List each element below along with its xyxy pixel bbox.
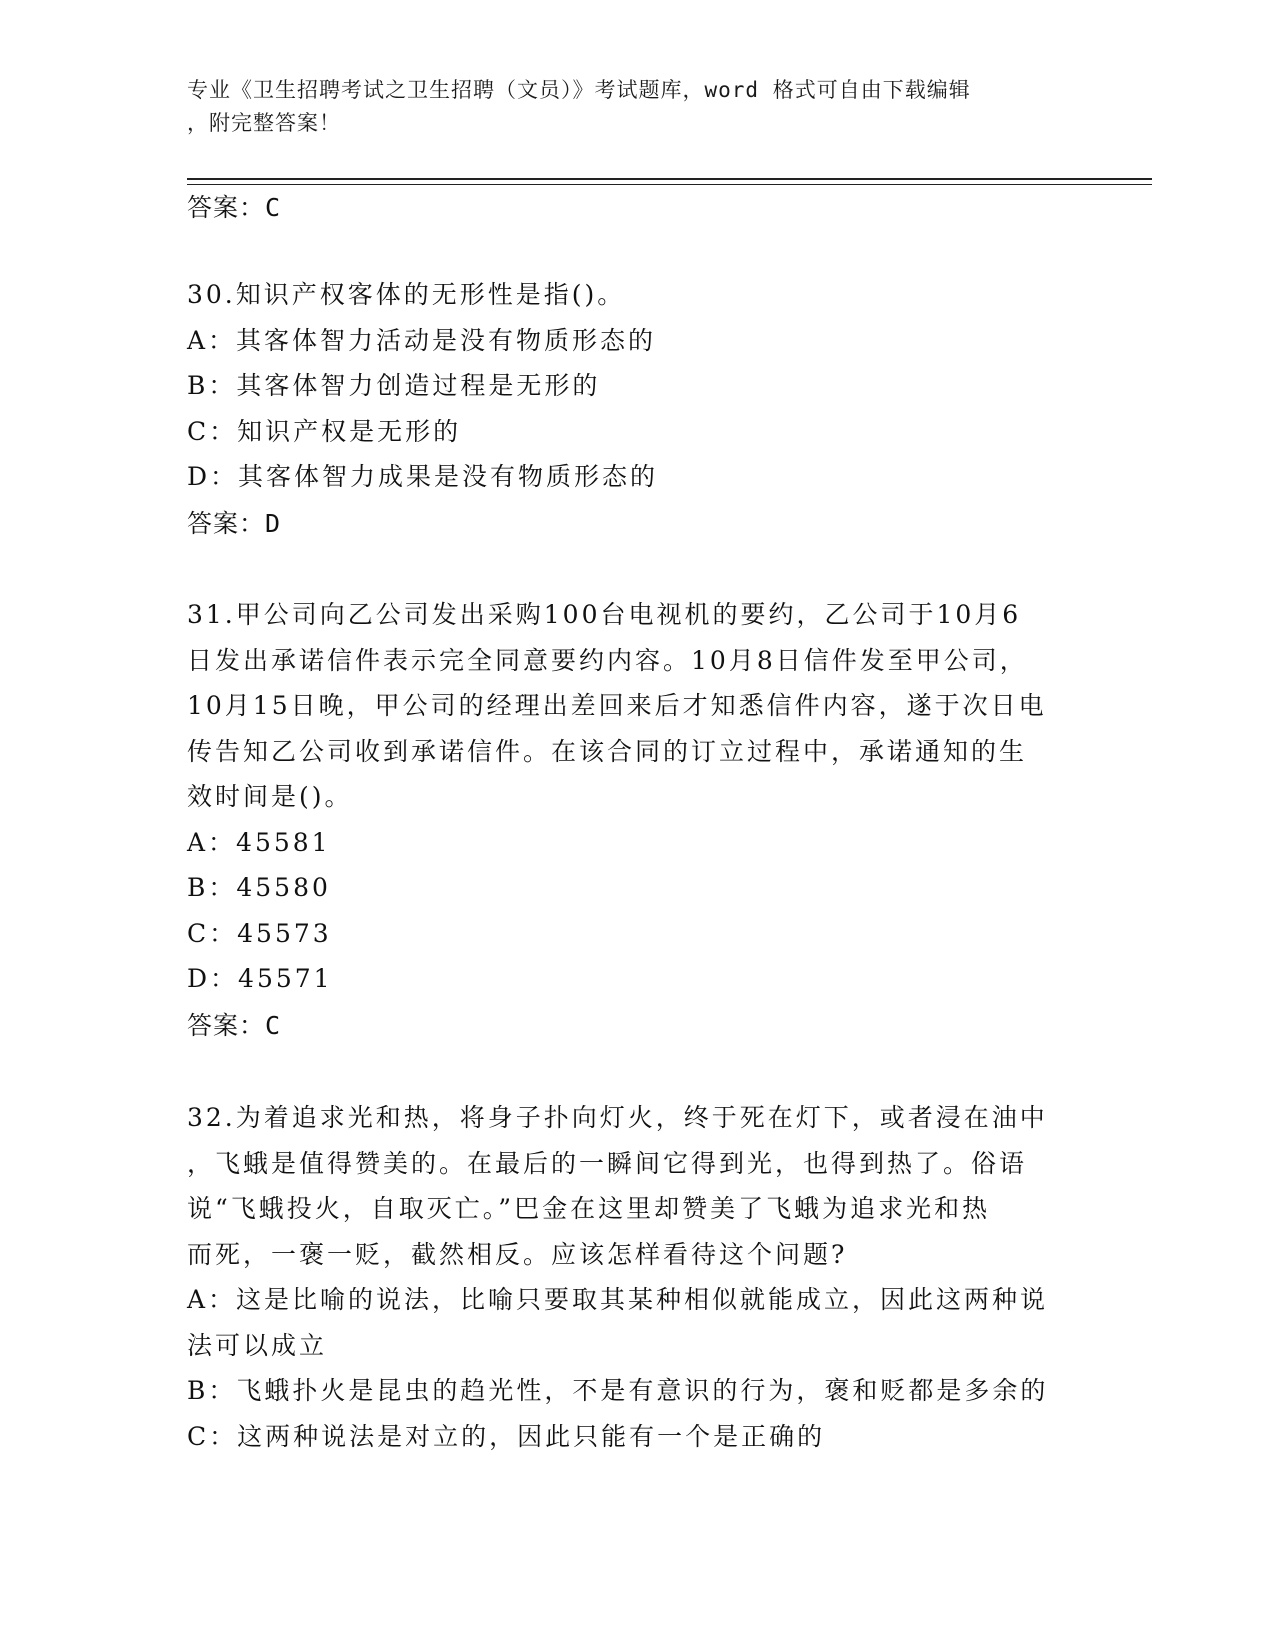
option-a: A：这是比喻的说法，比喻只要取其某种相似就能成立，因此这两种说 — [187, 1285, 1049, 1314]
answer-value: D — [265, 509, 282, 538]
question-stem: 30.知识产权客体的无形性是指()。 — [187, 280, 626, 309]
question-stem-line: 日发出承诺信件表示完全同意要约内容。10月8日信件发至甲公司， — [187, 645, 1028, 675]
question-stem-line: 而死，一褒一贬，截然相反。应该怎样看待这个问题? — [187, 1239, 848, 1269]
question-32 — [187, 1095, 1087, 1459]
option-a-continued: 法可以成立 — [187, 1330, 328, 1360]
question-30 — [187, 272, 1087, 500]
document-header — [187, 74, 1067, 140]
option-d: D：其客体智力成果是没有物质形态的 — [187, 462, 659, 491]
question-stem-line: 10月15日晚，甲公司的经理出差回来后才知悉信件内容，遂于次日电 — [187, 691, 1047, 720]
header-line-1: 专业《卫生招聘考试之卫生招聘（文员）》考试题库，word 格式可自由下载编辑 — [187, 78, 971, 102]
option-a: A：其客体智力活动是没有物质形态的 — [187, 325, 657, 355]
option-c: C：这两种说法是对立的，因此只能有一个是正确的 — [187, 1421, 826, 1451]
option-c: C：知识产权是无形的 — [187, 416, 462, 446]
option-c: C：45573 — [187, 918, 332, 948]
header-line-2: ，附完整答案！ — [187, 111, 341, 135]
answer-label: 答案： — [187, 193, 266, 222]
option-b: B：其客体智力创造过程是无形的 — [187, 371, 601, 400]
answer-label: 答案： — [187, 509, 266, 538]
answer-value: C — [265, 1011, 282, 1040]
question-stem-line: 32.为着追求光和热，将身子扑向灯火，终于死在灯下，或者浸在油中 — [187, 1103, 1048, 1132]
answer-30 — [187, 504, 281, 544]
question-stem-line: 效时间是()。 — [187, 782, 353, 811]
answer-value: C — [265, 193, 282, 222]
question-stem-line: 说“飞蛾投火，自取灭亡。”巴金在这里却赞美了飞蛾为追求光和热 — [187, 1194, 991, 1223]
answer-label: 答案： — [187, 1011, 266, 1040]
answer-prev — [187, 188, 281, 228]
option-b: B：45580 — [187, 873, 331, 902]
question-stem-line: 31.甲公司向乙公司发出采购100台电视机的要约，乙公司于10月6 — [187, 600, 1022, 629]
option-b: B：飞蛾扑火是昆虫的趋光性，不是有意识的行为，褒和贬都是多余的 — [187, 1376, 1049, 1405]
question-stem-line: 传告知乙公司收到承诺信件。在该合同的订立过程中，承诺通知的生 — [187, 736, 1028, 766]
option-d: D：45571 — [187, 964, 333, 993]
header-rule-thin — [187, 184, 1152, 185]
option-a: A：45581 — [187, 827, 331, 857]
header-rule-thick — [187, 178, 1152, 180]
answer-31 — [187, 1006, 281, 1046]
question-31 — [187, 592, 1087, 1002]
question-stem-line: ，飞蛾是值得赞美的。在最后的一瞬间它得到光，也得到热了。俗语 — [187, 1148, 1028, 1178]
